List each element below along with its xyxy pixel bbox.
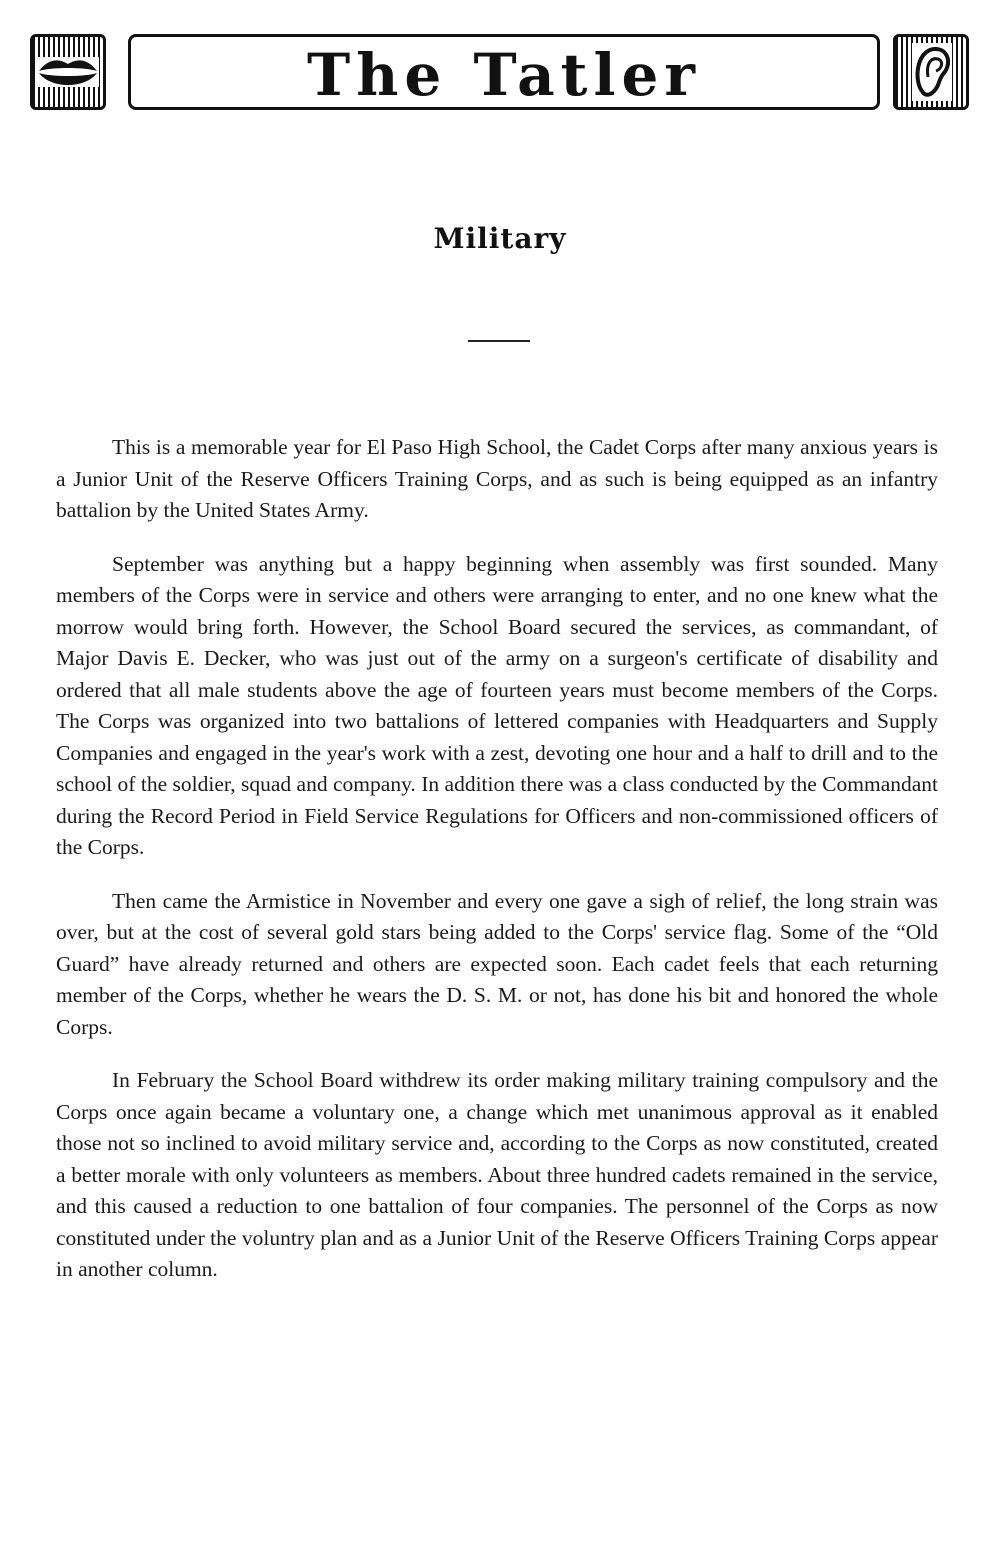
article-paragraph: This is a memorable year for El Paso High School, the Cadet Corps after many anxious years is a Junior Unit of the Reserve Officers Training Corps, and as such is being equipped as an infantry battalion by the United States Army. <box>56 435 938 522</box>
article-paragraph: In February the School Board withdrew its order making military training compulsory and the Corps once again became a voluntary one, a change which met unanimous approval as it enabled those not so inclined to avoid military service and, according to the Corps as now constituted, created a better morale with only volunteers as members. About three hundred cadets remained in the service, and this caused a reduction to one battalion of four companies. The personnel of the Corps as now constituted under the voluntry plan and as a Junior Unit of the Reserve Officers Training Corps appear in another column. <box>56 1068 938 1281</box>
article-paragraph: Then came the Armistice in November and every one gave a sigh of relief, the long strain was over, but at the cost of several gold stars being added to the Corps' service flag. Some of the “Old Guard” have already returned and others are expected soon. Each cadet feels that each returning member of the Corps, whether he wears the D. S. M. or not, has done his bit and honored the whole Corps. <box>56 888 938 1039</box>
masthead-title: The Tatler <box>307 41 701 109</box>
article-paragraph: September was anything but a happy beginning when assembly was first sounded. Many members of the Corps were in service and others were arranging to enter, and no one knew what the morrow would bring forth. However, the School Board secured the services, as commandant, of Major Davis E. Decker, who was just out of the army on a surgeon's certificate of disability and ordered that all male students above the age of fourteen years must become members of the Corps. The Corps was organized into two battalions of lettered companies with Headquarters and Supply Companies and engaged in the year's work with a zest, devoting one hour and a half to drill and to the school of the soldier, squad and company. In addition there was a class conducted by the Commandant during the Record Period in Field Service Regulations for Officers and non-commissioned officers of the Corps. <box>56 551 938 859</box>
mouth-icon <box>30 34 106 110</box>
masthead-frame <box>128 34 880 110</box>
heading-divider <box>468 340 530 342</box>
article-body <box>56 432 938 1308</box>
section-heading: Military <box>433 222 567 255</box>
masthead <box>0 0 1000 130</box>
ear-icon <box>893 34 969 110</box>
